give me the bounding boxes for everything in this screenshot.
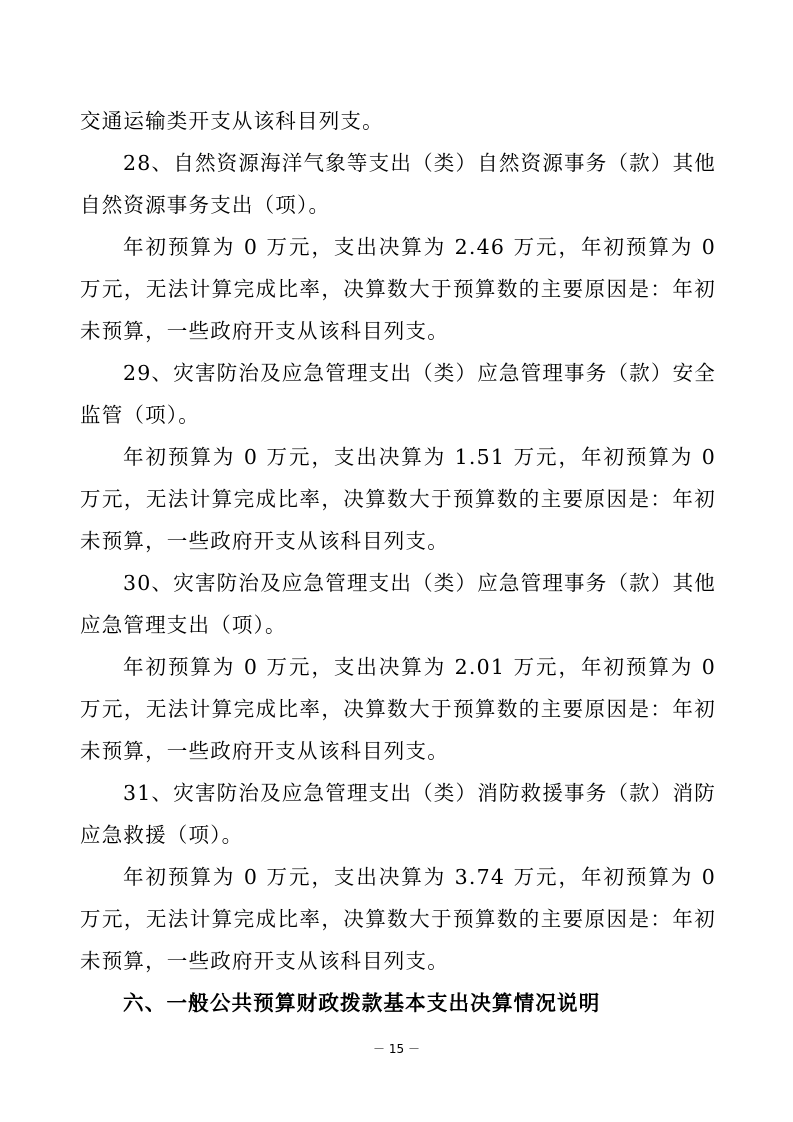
paragraph: 年初预算为 0 万元，支出决算为 1.51 万元，年初预算为 0 万元，无法计算完成比率，决算数大于预算数的主要原因是：年初未预算，一些政府开支从该科目列支。 bbox=[80, 445, 716, 553]
paragraph: 交通运输类开支从该科目列支。 bbox=[80, 109, 384, 133]
page-number: － 15 － bbox=[373, 1042, 420, 1056]
paragraph: 年初预算为 0 万元，支出决算为 2.01 万元，年初预算为 0 万元，无法计算完成比率，决算数大于预算数的主要原因是：年初未预算，一些政府开支从该科目列支。 bbox=[80, 655, 716, 763]
paragraph: 28、自然资源海洋气象等支出（类）自然资源事务（款）其他自然资源事务支出（项）。 bbox=[80, 151, 716, 217]
paragraph: 年初预算为 0 万元，支出决算为 2.46 万元，年初预算为 0 万元，无法计算完成比率，决算数大于预算数的主要原因是：年初未预算，一些政府开支从该科目列支。 bbox=[80, 235, 716, 343]
paragraph: 29、灾害防治及应急管理支出（类）应急管理事务（款）安全监管（项）。 bbox=[80, 361, 716, 427]
paragraph: 31、灾害防治及应急管理支出（类）消防救援事务（款）消防应急救援（项）。 bbox=[80, 781, 716, 847]
paragraph: 年初预算为 0 万元，支出决算为 3.74 万元，年初预算为 0 万元，无法计算完成比率，决算数大于预算数的主要原因是：年初未预算，一些政府开支从该科目列支。 bbox=[80, 865, 716, 973]
document-body bbox=[80, 100, 716, 1024]
section-heading: 六、一般公共预算财政拨款基本支出决算情况说明 bbox=[123, 991, 601, 1015]
paragraph: 30、灾害防治及应急管理支出（类）应急管理事务（款）其他应急管理支出（项）。 bbox=[80, 571, 716, 637]
